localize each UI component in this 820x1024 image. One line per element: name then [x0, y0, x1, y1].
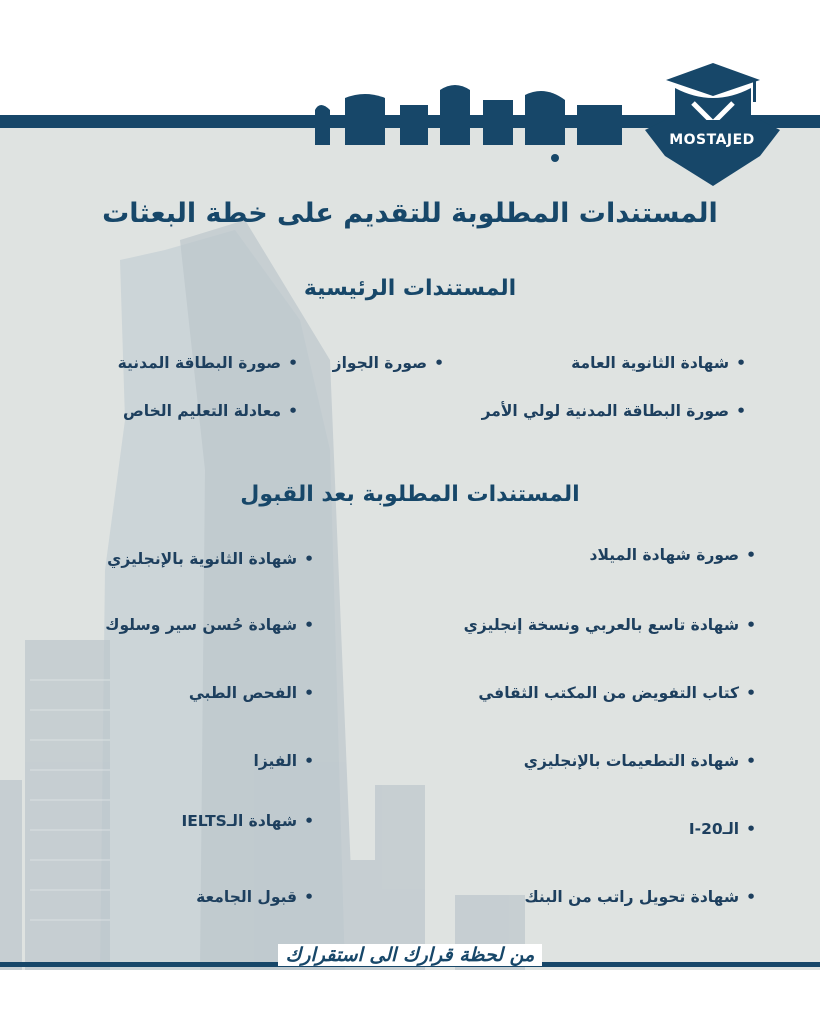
main-docs-heading: المستندات الرئيسية	[303, 276, 517, 301]
list-item: • الفيزا	[254, 752, 315, 770]
list-item: • صورة الجواز	[333, 354, 444, 372]
list-item: • صورة البطاقة المدنية لولي الأمر	[482, 402, 746, 420]
after-acceptance-heading: المستندات المطلوبة بعد القبول	[240, 482, 580, 507]
list-item: • الفحص الطبي	[189, 684, 314, 702]
list-item: • شهادة تاسع بالعربي ونسخة إنجليزي	[464, 616, 756, 634]
background-panel	[0, 120, 820, 970]
logo-text: MOSTAJED	[669, 132, 755, 148]
list-item: • كتاب التفويض من المكتب الثقافي	[478, 684, 756, 702]
list-item: • شهادة الثانوية العامة	[571, 354, 746, 372]
list-item: • قبول الجامعة	[196, 888, 314, 906]
list-item: • شهادة التطعيمات بالإنجليزي	[524, 752, 756, 770]
list-item: • شهادة حُسن سير وسلوك	[105, 616, 314, 634]
mostajed-logo	[645, 58, 780, 188]
list-item: • معادلة التعليم الخاص	[123, 402, 298, 420]
list-item: • شهادة تحويل راتب من البنك	[525, 888, 757, 906]
list-item: • شهادة الثانوية بالإنجليزي	[107, 550, 314, 568]
skyline-image	[0, 120, 820, 970]
brand-script-logo	[305, 70, 635, 162]
page-title: المستندات المطلوبة للتقديم على خطة البعثات	[102, 198, 718, 229]
list-item: • صورة البطاقة المدنية	[118, 354, 298, 372]
slogan-text: من لحظة قرارك الى استقرارك	[278, 944, 543, 966]
list-item: • شهادة الـIELTS	[181, 812, 314, 830]
list-item: • صورة شهادة الميلاد	[590, 546, 756, 564]
slogan	[0, 944, 820, 966]
list-item: • الـ20-I	[689, 820, 756, 838]
